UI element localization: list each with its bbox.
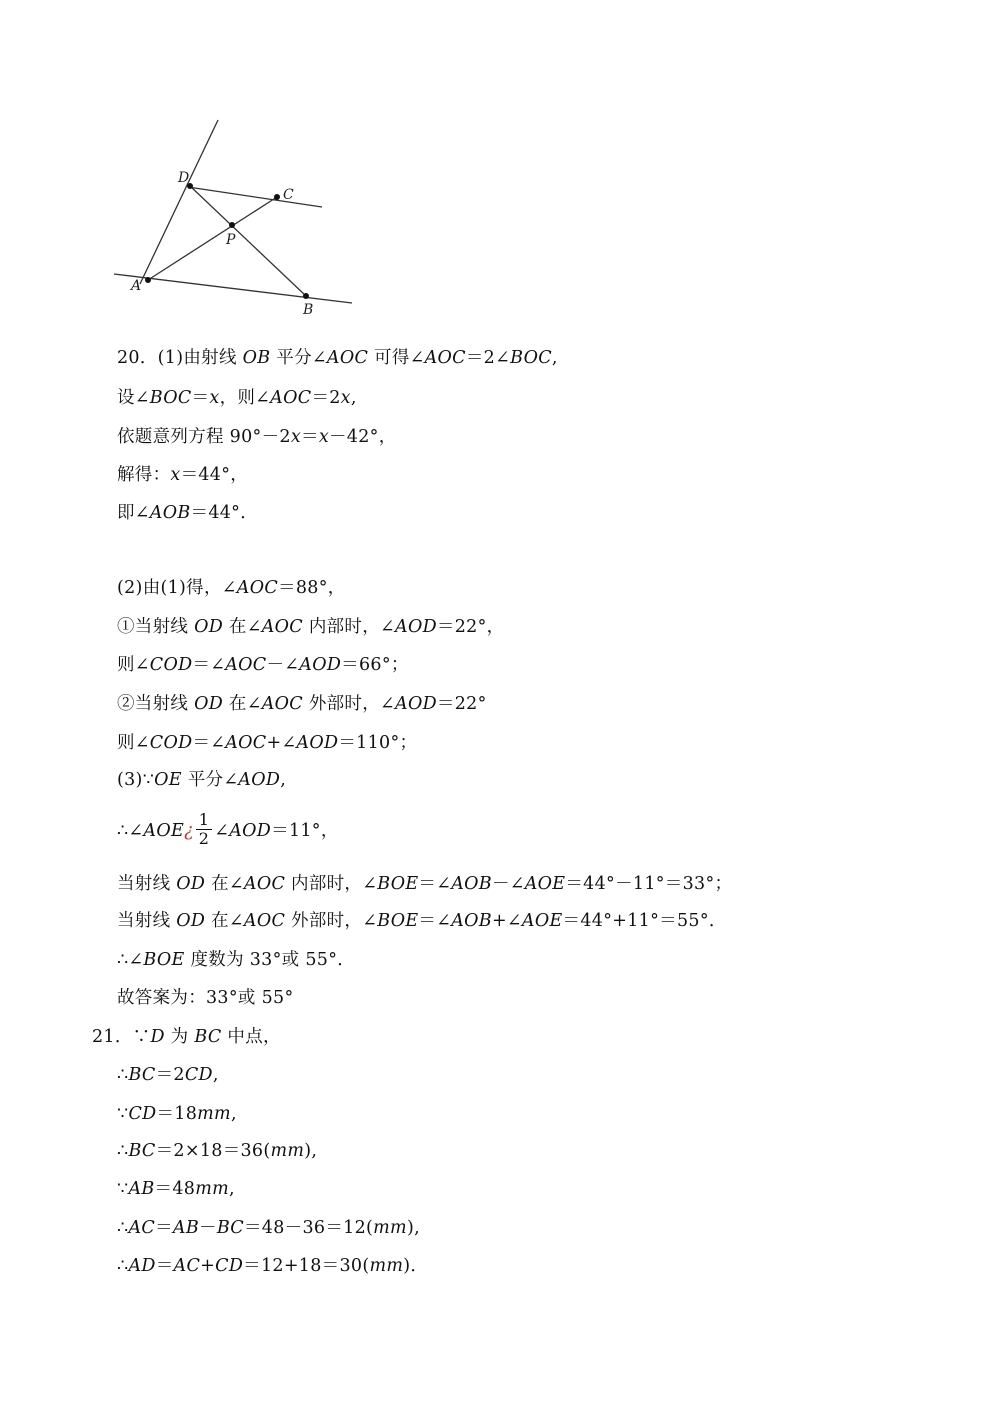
- q20-line-11: (3)∵OE 平分∠AOD,: [117, 770, 287, 790]
- geometry-figure: [100, 110, 370, 325]
- point-a: [145, 277, 151, 283]
- q21-line-1: 21．∵D 为 BC 中点，: [92, 1027, 281, 1047]
- q20-line-9: ②当射线 OD 在∠AOC 外部时，∠AOD＝22°: [117, 694, 487, 714]
- q21-line-7: ∴AD＝AC+CD＝12+18＝30(mm)．: [117, 1256, 429, 1276]
- figure-svg: [100, 110, 370, 325]
- q20-line-10: 则∠COD＝∠AOC+∠AOD＝110°；: [117, 733, 418, 753]
- q21-line-2: ∴BC＝2CD,: [117, 1065, 219, 1085]
- q21-line-3: ∵CD＝18mm,: [117, 1104, 237, 1124]
- label-a: A: [131, 278, 142, 294]
- q21-line-4: ∴BC＝2×18＝36(mm),: [117, 1141, 318, 1161]
- label-d: D: [178, 170, 190, 186]
- segment-ac: [148, 197, 277, 280]
- q21-line-6: ∴AC＝AB－BC＝48－36＝12(mm),: [117, 1218, 420, 1238]
- point-p: [229, 222, 235, 228]
- q20-line-15: ∴∠BOE 度数为 33°或 55°．: [117, 950, 356, 970]
- label-b: B: [303, 302, 314, 318]
- q20-line-12: ∴∠AOE¿ $\frac{1}{2}$ ∠AOD＝11°，: [117, 810, 339, 848]
- q20-line-5: 即∠AOB＝44°．: [117, 503, 259, 523]
- q20-line-6: (2)由(1)得，∠AOC＝88°，: [117, 578, 346, 598]
- q20-line-2: 设∠BOC＝x，则∠AOC＝2x,: [117, 388, 357, 408]
- q20-line-16: 故答案为：33°或 55°: [117, 988, 294, 1008]
- q20-line-14: 当射线 OD 在∠AOC 外部时，∠BOE＝∠AOB+∠AOE＝44°+11°＝55°．: [117, 911, 727, 931]
- point-c: [274, 194, 280, 200]
- q21-line-5: ∵AB＝48mm,: [117, 1179, 235, 1199]
- q20-line-4: 解得：x＝44°，: [117, 465, 249, 485]
- label-p: P: [226, 232, 236, 248]
- label-c: C: [283, 187, 294, 203]
- q20-line-7: ①当射线 OD 在∠AOC 内部时，∠AOD＝22°，: [117, 617, 505, 637]
- q20-line-13: 当射线 OD 在∠AOC 内部时，∠BOE＝∠AOB－∠AOE＝44°－11°＝33°；: [117, 874, 733, 894]
- q20-line-8: 则∠COD＝∠AOC－∠AOD＝66°；: [117, 655, 409, 675]
- fraction-half: $\frac{1}{2}$: [196, 811, 212, 848]
- q20-line-3: 依题意列方程 90°－2x＝x－42°，: [117, 427, 397, 447]
- encoding-mark: ¿: [184, 821, 194, 841]
- q20-line-1: 20．(1)由射线 OB 平分∠AOC 可得∠AOC＝2∠BOC,: [117, 348, 558, 368]
- point-b: [303, 293, 309, 299]
